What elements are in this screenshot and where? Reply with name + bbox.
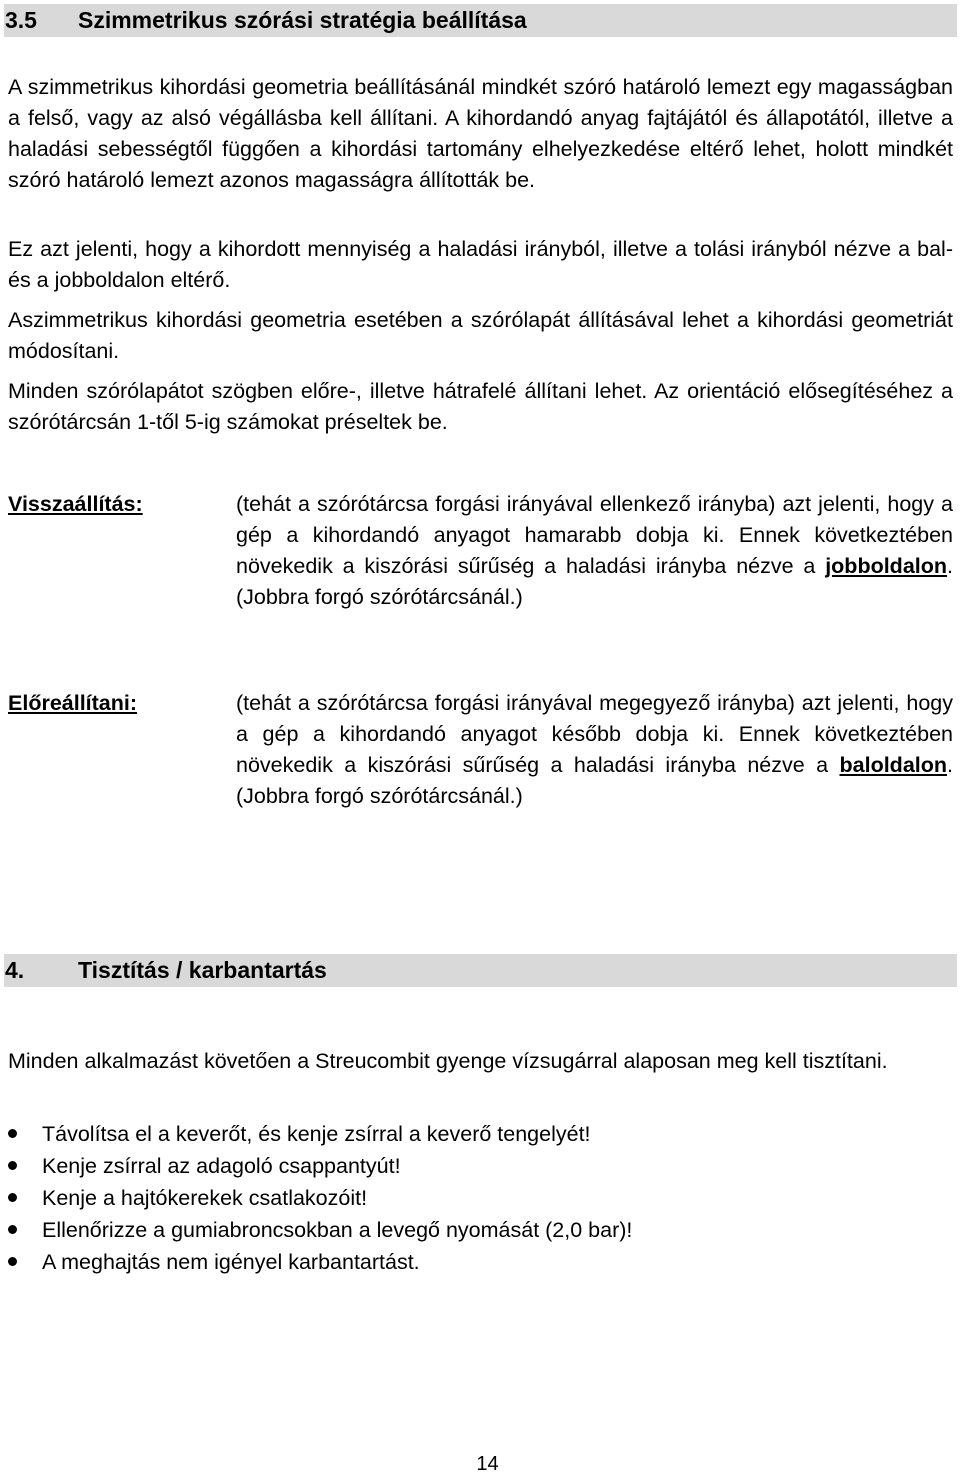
term-definition-forward: (tehát a szórótárcsa forgási irányával megegyező irányba) azt jelenti, hogy a gép a kihordandó anyagot később dobja ki. Ennek következtében növekedik a kiszórási sűrűség a haladási irányba nézve a baloldalon. (Jobbra forgó szórótárcsánál.) bbox=[236, 691, 953, 808]
term-label-reset: Visszaállítás: bbox=[8, 492, 143, 516]
term-emphasis-left-side: baloldalon bbox=[839, 753, 948, 777]
bullet-icon bbox=[8, 1129, 17, 1138]
term-label-forward: Előreállítani: bbox=[8, 691, 138, 715]
bullet-icon bbox=[8, 1225, 17, 1234]
section-heading-4 bbox=[4, 954, 957, 987]
paragraph-amount-difference: Ez azt jelenti, hogy a kihordott mennyiség a haladási irányból, illetve a tolási irányból nézve a bal- és a jobboldalon eltérő. bbox=[8, 237, 953, 292]
term-emphasis-right-side: jobboldalon bbox=[825, 554, 948, 578]
list-item: Ellenőrizze a gumiabroncsokban a levegő nyomását (2,0 bar)! bbox=[0, 1214, 960, 1246]
paragraph-asymmetric-geometry: Aszimmetrikus kihordási geometria esetében a szórólapát állításával lehet a kihordási geometriát módosítani. bbox=[8, 308, 953, 363]
bullet-icon bbox=[8, 1193, 17, 1202]
list-item: Kenje zsírral az adagoló csappantyút! bbox=[0, 1150, 960, 1182]
paragraph-cleaning-intro: Minden alkalmazást követően a Streucombit gyenge vízsugárral alaposan meg kell tisztítani. bbox=[8, 1049, 888, 1073]
bullet-icon bbox=[8, 1257, 17, 1266]
list-item: Távolítsa el a keverőt, és kenje zsírral a keverő tengelyét! bbox=[0, 1118, 960, 1150]
paragraph-blade-orientation: Minden szórólapátot szögben előre-, illetve hátrafelé állítani lehet. Az orientáció elősegítéséhez a szórótárcsán 1-től 5-ig számokat préseltek be. bbox=[8, 379, 953, 434]
section-title: Tisztítás / karbantartás bbox=[78, 957, 327, 983]
section-number: 4. bbox=[5, 957, 25, 983]
paragraph-symmetric-setup: A szimmetrikus kihordási geometria beállításánál mindkét szóró határoló lemezt egy magasságban a felső, vagy az alsó végállásba kell állítani. A kihordandó anyag fajtájától és állapotától, illetve a haladási sebességtől függően a kihordási tartomány elhelyezkedése eltérő lehet, holott mindkét szóró határoló lemezt azonos magasságra állították be. bbox=[8, 75, 953, 192]
section-number: 3.5 bbox=[5, 7, 37, 33]
page-number: 14 bbox=[476, 1453, 499, 1475]
term-definition-reset: (tehát a szórótárcsa forgási irányával ellenkező irányba) azt jelenti, hogy a gép a kihordandó anyagot hamarabb dobja ki. Ennek következtében növekedik a kiszórási sűrűség a haladási irányba nézve a jobboldalon. (Jobbra forgó szórótárcsánál.) bbox=[236, 492, 953, 609]
section-heading-3-5 bbox=[4, 4, 957, 37]
section-title: Szimmetrikus szórási stratégia beállítása bbox=[78, 7, 527, 33]
bullet-icon bbox=[8, 1161, 17, 1170]
maintenance-list bbox=[0, 1118, 960, 1278]
list-item: Kenje a hajtókerekek csatlakozóit! bbox=[0, 1182, 960, 1214]
list-item: A meghajtás nem igényel karbantartást. bbox=[0, 1246, 960, 1278]
